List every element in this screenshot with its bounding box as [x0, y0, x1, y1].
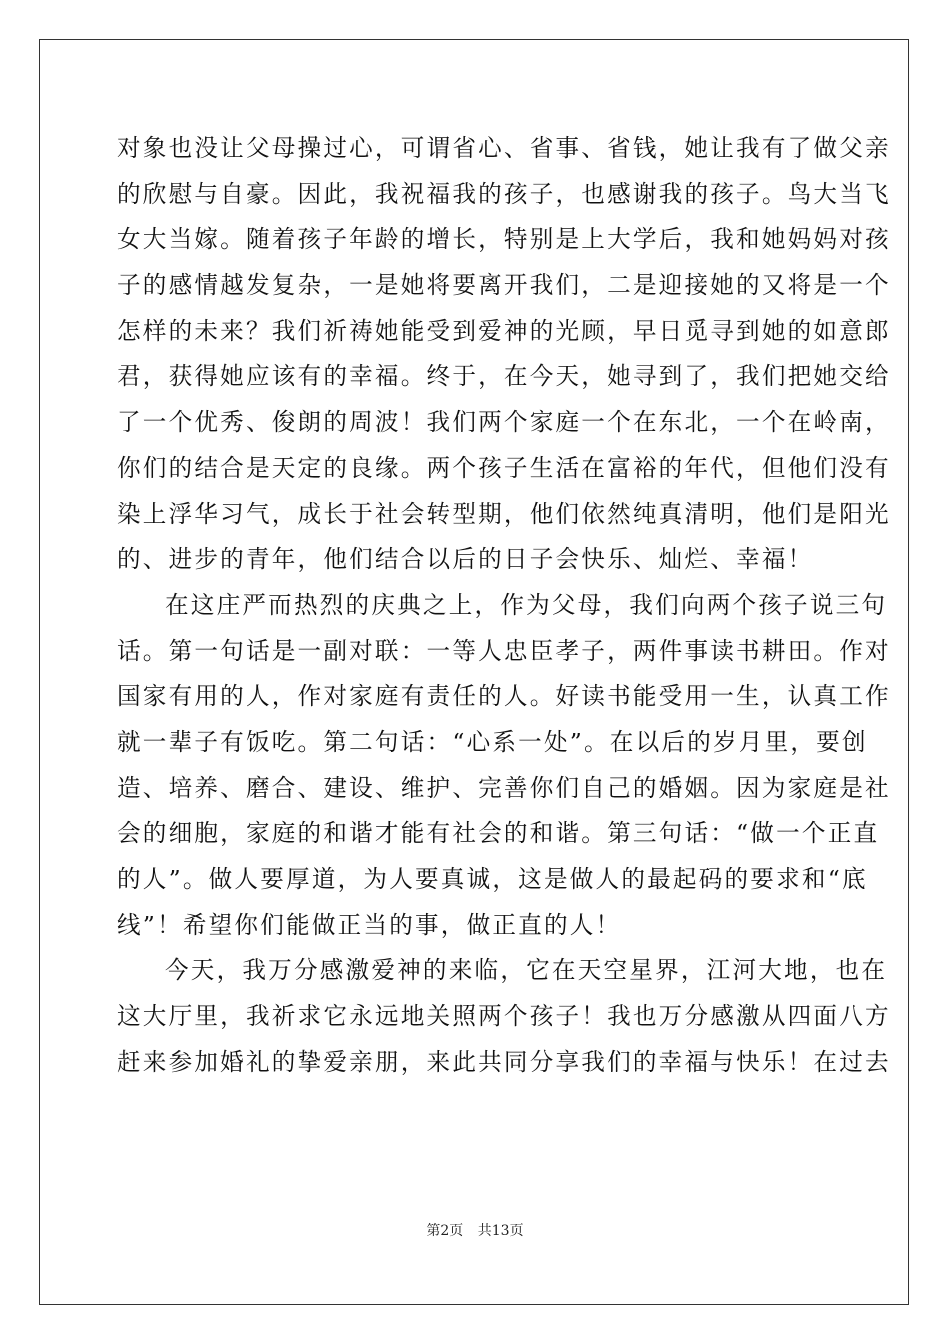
text-line: 染上浮华习气，成长于社会转型期，他们依然纯真清明，他们是阳光 — [117, 499, 891, 528]
text-line: 国家有用的人，作对家庭有责任的人。好读书能受用一生，认真工作 — [117, 682, 891, 711]
page-number: 第2页 — [426, 1223, 464, 1239]
text-line: 你们的结合是天定的良缘。两个孩子生活在富裕的年代，但他们没有 — [117, 453, 891, 482]
text-line: 就一辈子有饭吃。第二句话：“心系一处”。在以后的岁月里，要创 — [117, 727, 868, 756]
text-line: 这大厅里，我祈求它永远地关照两个孩子！我也万分感激从四面八方 — [117, 1002, 891, 1031]
paragraph-1 — [117, 126, 891, 583]
text-line: 的欣慰与自豪。因此，我祝福我的孩子，也感谢我的孩子。鸟大当飞 — [117, 179, 891, 208]
document-body — [117, 126, 891, 1085]
text-line: 的人”。做人要厚道，为人要真诚，这是做人的最起码的要求和“底 — [117, 865, 868, 893]
page-footer — [0, 1220, 950, 1240]
paragraph-3 — [117, 948, 891, 1085]
text-line: 子的感情越发复杂，一是她将要离开我们，二是迎接她的又将是一个 — [117, 271, 891, 300]
text-line: 会的细胞，家庭的和谐才能有社会的和谐。第三句话：“做一个正直 — [117, 819, 880, 848]
text-line: 君，获得她应该有的幸福。终于，在今天，她寻到了，我们把她交给 — [117, 362, 891, 391]
text-line: 怎样的未来？我们祈祷她能受到爱神的光顾，早日觅寻到她的如意郎 — [117, 316, 891, 345]
text-line: 造、培养、磨合、建设、维护、完善你们自己的婚姻。因为家庭是社 — [117, 773, 891, 802]
text-line: 女大当嫁。随着孩子年龄的增长，特别是上大学后，我和她妈妈对孩 — [117, 225, 891, 254]
text-line: 话。第一句话是一副对联：一等人忠臣孝子，两件事读书耕田。作对 — [117, 636, 891, 665]
text-line: 赶来参加婚礼的挚爱亲朋，来此共同分享我们的幸福与快乐！在过去 — [117, 1047, 891, 1076]
text-line: 线”！希望你们能做正当的事，做正直的人！ — [117, 910, 622, 939]
text-line: 在这庄严而热烈的庆典之上，作为父母，我们向两个孩子说三句 — [165, 590, 888, 619]
text-line: 今天，我万分感激爱神的来临，它在天空星界，江河大地，也在 — [165, 956, 888, 985]
text-line: 了一个优秀、俊朗的周波！我们两个家庭一个在东北，一个在岭南， — [117, 408, 891, 437]
text-line: 的、进步的青年，他们结合以后的日子会快乐、灿烂、幸福！ — [117, 545, 814, 574]
text-line: 对象也没让父母操过心，可谓省心、省事、省钱，她让我有了做父亲 — [117, 134, 891, 162]
page-total: 共13页 — [477, 1223, 524, 1239]
paragraph-2 — [117, 583, 891, 949]
